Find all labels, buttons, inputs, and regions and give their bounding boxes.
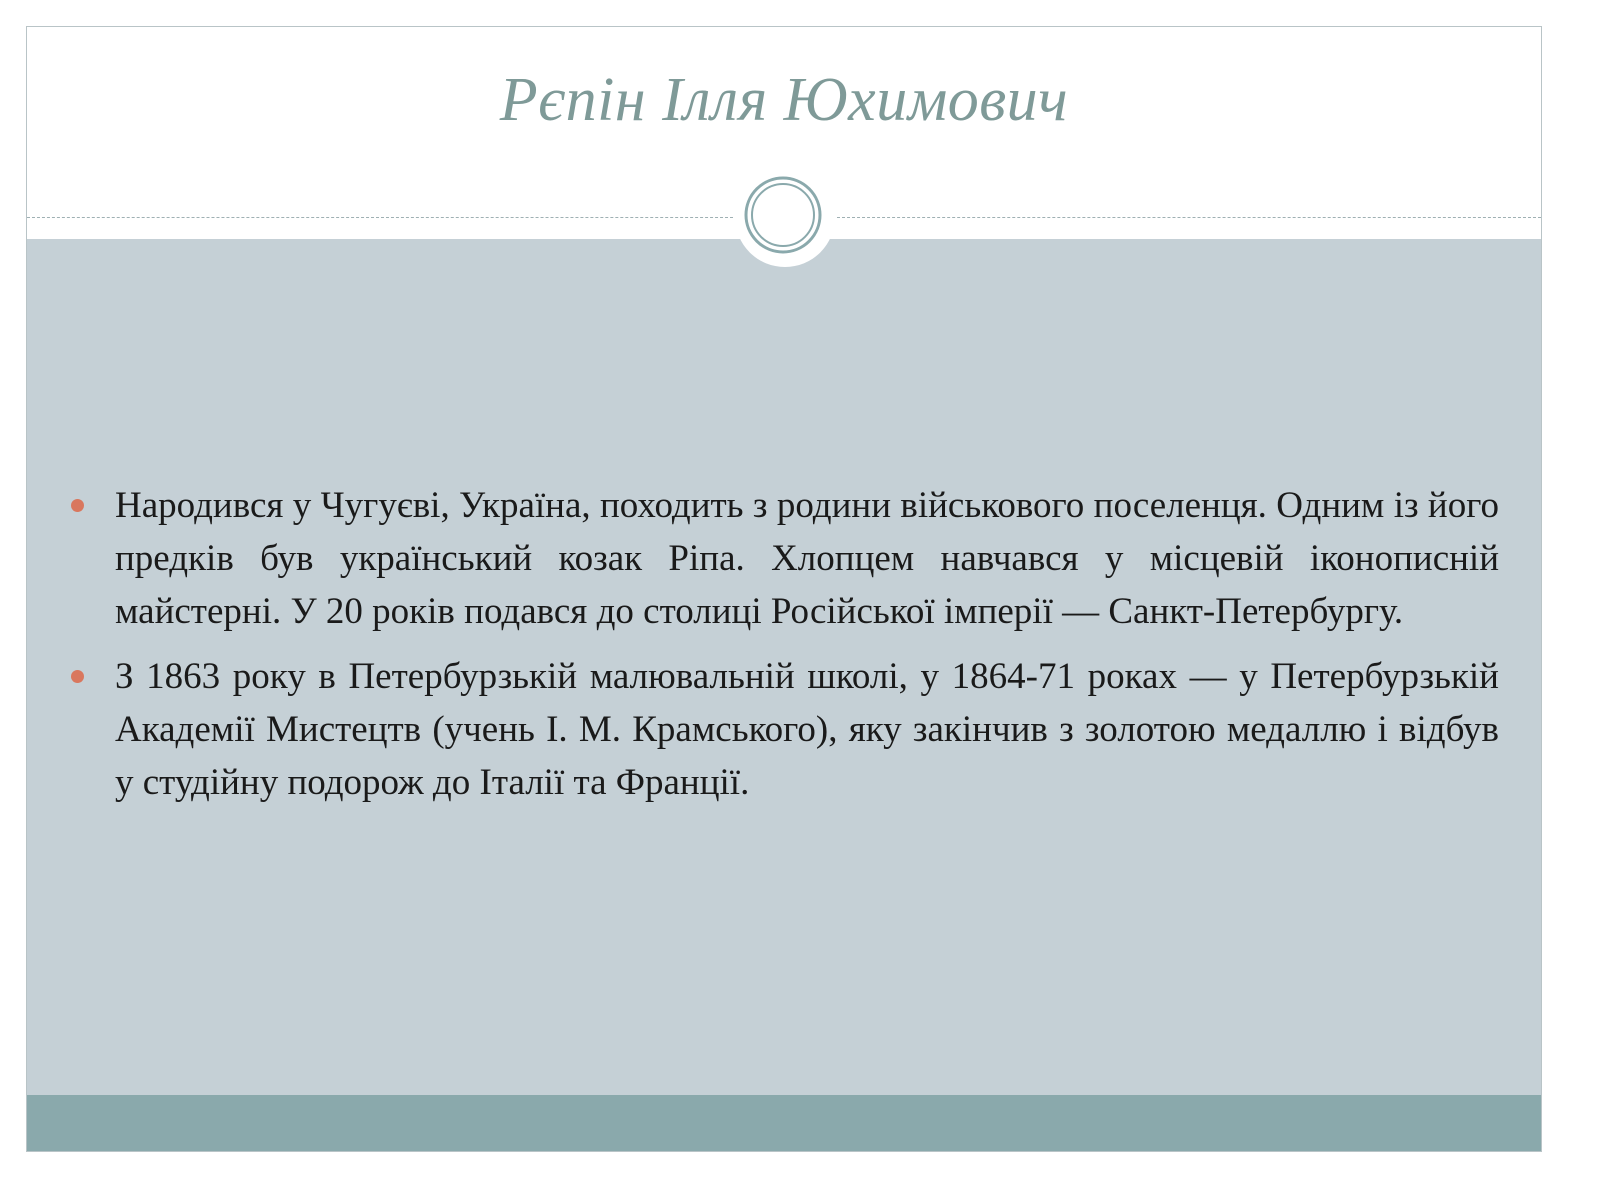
bullet-text: Народився у Чугуєві, Україна, походить з родини військового поселенця. Одним із його предків був український козак Ріпа. Хлопцем навчався у місцевій іконописній майстерні. У 20 років подався до столиці Російської імперії — Санкт-Петербургу. — [115, 485, 1499, 632]
list-item — [69, 650, 1499, 809]
circle-bullet-icon — [71, 499, 84, 512]
content-area — [27, 239, 1541, 1095]
bullet-list — [69, 479, 1499, 821]
list-item — [69, 479, 1499, 638]
slide-title: Рєпін Ілля Юхимович — [499, 66, 1069, 134]
circle-bullet-icon — [71, 670, 84, 683]
slide — [26, 26, 1542, 1152]
footer-bar — [27, 1095, 1541, 1151]
divider-left — [27, 217, 733, 218]
bullet-text: З 1863 року в Петербурзькій малювальній школі, у 1864-71 роках — у Петербурзькій Академії Мистецтв (учень І. М. Крамського), яку закінчив з золотою медаллю і відбув у студійну подорож до Італії та Франції. — [115, 656, 1499, 803]
double-ring-icon — [743, 175, 823, 255]
divider-right — [837, 217, 1541, 218]
